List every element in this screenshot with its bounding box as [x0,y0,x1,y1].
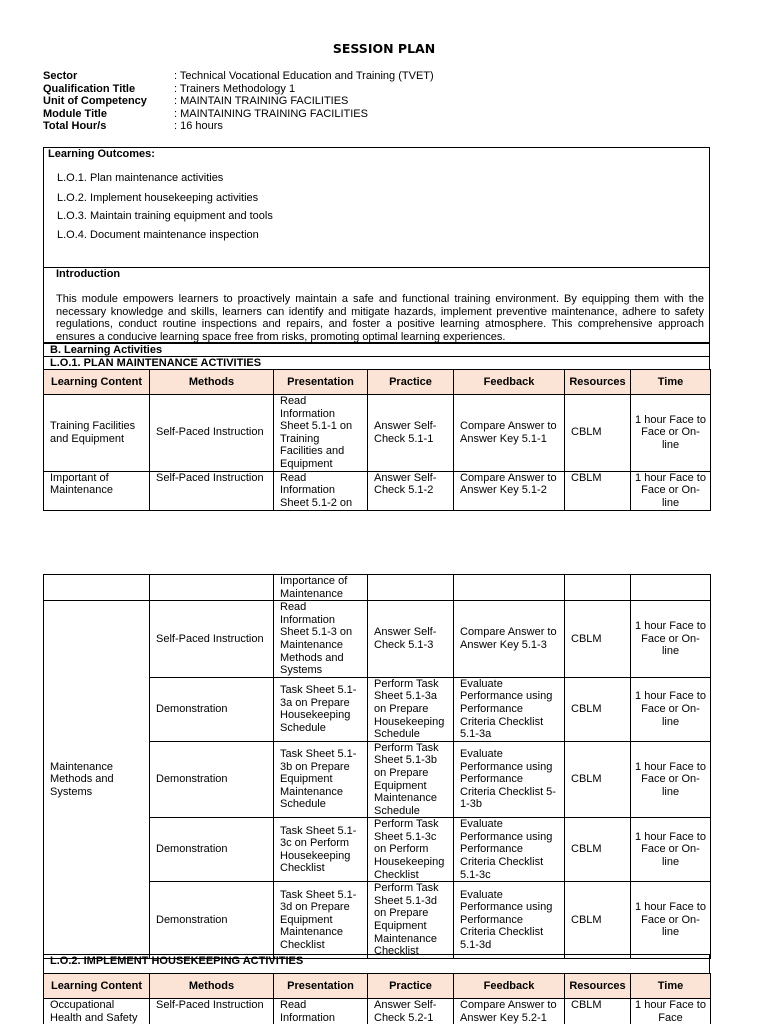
table-row [44,999,711,1024]
column-header: Learning Content [44,974,150,999]
time-cell: 1 hour Face to Face [631,999,711,1024]
meta-value: : MAINTAIN TRAINING FACILITIES [174,95,349,108]
practice-cell: Perform Task Sheet 5.1-3b on Prepare Equipment Maintenance Schedule [368,741,454,818]
column-header: Feedback [454,974,565,999]
practice-cell: Perform Task Sheet 5.1-3a on Prepare Housekeeping Schedule [368,677,454,741]
feedback-cell: Compare Answer to Answer Key 5.1-3 [454,601,565,678]
introduction-heading: Introduction [56,268,121,280]
practice-cell: Perform Task Sheet 5.1-3c on Perform Housekeeping Checklist [368,818,454,882]
meta-row-module [43,108,434,121]
session-metadata [43,70,434,133]
meta-value: : 16 hours [174,120,223,133]
column-header: Presentation [274,974,368,999]
practice-cell: Answer Self-Check 5.1-2 [368,471,454,510]
feedback-cell: Evaluate Performance using Performance Criteria Checklist 5-1-3b [454,741,565,818]
learning-activities-table-lo1 [43,369,711,511]
time-cell: 1 hour Face to Face or On-line [631,471,711,510]
table-row [44,601,711,678]
column-header: Practice [368,974,454,999]
learning-activities-table-lo1-continued [43,574,711,959]
resources-cell: CBLM [565,818,631,882]
practice-cell: Answer Self-Check 5.2-1 [368,999,454,1024]
table-header-row [44,974,711,999]
learning-content-cell [44,575,150,601]
presentation-cell: Task Sheet 5.1-3b on Prepare Equipment Maintenance Schedule [274,741,368,818]
table-row [44,395,711,472]
method-cell: Demonstration [150,882,274,959]
method-cell: Demonstration [150,677,274,741]
resources-cell: CBLM [565,741,631,818]
meta-value: : MAINTAINING TRAINING FACILITIES [174,107,368,120]
time-cell: 1 hour Face to Face or On-line [631,677,711,741]
meta-label: Total Hour/s [43,120,107,133]
learning-outcome-item: L.O.2. Implement housekeeping activities [57,192,259,204]
resources-cell [565,575,631,601]
learning-content-cell: Occupational Health and Safety [44,999,150,1024]
time-cell [631,575,711,601]
method-cell [150,575,274,601]
presentation-cell: Importance of Maintenance [274,575,368,601]
feedback-cell: Compare Answer to Answer Key 5.2-1 [454,999,565,1024]
practice-cell: Answer Self-Check 5.1-3 [368,601,454,678]
learning-outcome-item: L.O.3. Maintain training equipment and tools [57,210,273,222]
learning-outcomes-heading: Learning Outcomes: [48,148,155,160]
column-header: Resources [565,974,631,999]
meta-row-hours [43,120,434,133]
feedback-cell: Compare Answer to Answer Key 5.1-2 [454,471,565,510]
method-cell: Demonstration [150,818,274,882]
presentation-cell: Task Sheet 5.1-3d on Prepare Equipment Maintenance Checklist [274,882,368,959]
meta-row-qualification [43,83,434,96]
resources-cell: CBLM [565,677,631,741]
resources-cell: CBLM [565,471,631,510]
learning-outcome-item: L.O.4. Document maintenance inspection [57,229,259,241]
table-header-row [44,370,711,395]
resources-cell: CBLM [565,999,631,1024]
practice-cell: Perform Task Sheet 5.1-3d on Prepare Equipment Maintenance Checklist [368,882,454,959]
learning-content-cell: Training Facilities and Equipment [44,395,150,472]
meta-label: Unit of Competency [43,95,147,108]
meta-row-unit [43,95,434,108]
presentation-cell: Read Information [274,999,368,1024]
method-cell: Self-Paced Instruction [150,471,274,510]
feedback-cell: Evaluate Performance using Performance Criteria Checklist 5.1-3d [454,882,565,959]
column-header: Methods [150,370,274,395]
table-row [44,575,711,601]
time-cell: 1 hour Face to Face or On-line [631,601,711,678]
practice-cell [368,575,454,601]
meta-value: : Technical Vocational Education and Training (TVET) [174,70,434,82]
column-header: Time [631,370,711,395]
presentation-cell: Read Information Sheet 5.1-1 on Training Facilities and Equipment [274,395,368,472]
presentation-cell: Task Sheet 5.1-3a on Prepare Housekeeping Schedule [274,677,368,741]
feedback-cell: Evaluate Performance using Performance Criteria Checklist 5.1-3a [454,677,565,741]
column-header: Time [631,974,711,999]
learning-activities-table-lo2 [43,973,711,1024]
method-cell: Demonstration [150,741,274,818]
feedback-cell: Compare Answer to Answer Key 5.1-1 [454,395,565,472]
column-header: Learning Content [44,370,150,395]
time-cell: 1 hour Face to Face or On-line [631,741,711,818]
feedback-cell [454,575,565,601]
learning-outcome-item: L.O.1. Plan maintenance activities [57,172,224,184]
table-row [44,471,711,510]
learning-content-cell: Maintenance Methods and Systems [44,601,150,959]
column-header: Presentation [274,370,368,395]
meta-label: Module Title [43,107,107,120]
learning-outcomes-box [43,147,710,343]
column-header: Practice [368,370,454,395]
practice-cell: Answer Self-Check 5.1-1 [368,395,454,472]
presentation-cell: Task Sheet 5.1-3c on Perform Housekeeping Checklist [274,818,368,882]
learning-content-cell: Important of Maintenance [44,471,150,510]
presentation-cell: Read Information Sheet 5.1-3 on Maintenance Methods and Systems [274,601,368,678]
introduction-text: This module empowers learners to proactively maintain a safe and functional training environment. By equipping them with the necessary knowledge and skills, learners can identify and mitigate hazards, implement preventive maintenance, adhere to safety regulations, conduct routine inspections and repairs, and foster a positive learning atmosphere. This comprehensive approach ensures a conducive learning space free from risks, promoting optimal learning experiences. [56,293,704,343]
column-header: Resources [565,370,631,395]
time-cell: 1 hour Face to Face or On-line [631,882,711,959]
method-cell: Self-Paced Instruction [150,999,274,1024]
time-cell: 1 hour Face to Face or On-line [631,818,711,882]
page-title: SESSION PLAN [332,41,436,56]
time-cell: 1 hour Face to Face or On-line [631,395,711,472]
method-cell: Self-Paced Instruction [150,601,274,678]
method-cell: Self-Paced Instruction [150,395,274,472]
resources-cell: CBLM [565,395,631,472]
divider [44,267,709,268]
presentation-cell: Read Information Sheet 5.1-2 on [274,471,368,510]
resources-cell: CBLM [565,882,631,959]
column-header: Feedback [454,370,565,395]
lo1-heading: L.O.1. PLAN MAINTENANCE ACTIVITIES [43,356,710,370]
meta-label: Qualification Title [43,82,136,95]
meta-value: : Trainers Methodology 1 [174,82,296,95]
lo2-heading: L.O.2. IMPLEMENT HOUSEKEEPING ACTIVITIES [43,954,710,974]
feedback-cell: Evaluate Performance using Performance Criteria Checklist 5.1-3c [454,818,565,882]
column-header: Methods [150,974,274,999]
learning-activities-heading: B. Learning Activities [43,343,710,357]
meta-label: Sector [43,70,78,82]
meta-row-sector [43,70,434,83]
resources-cell: CBLM [565,601,631,678]
